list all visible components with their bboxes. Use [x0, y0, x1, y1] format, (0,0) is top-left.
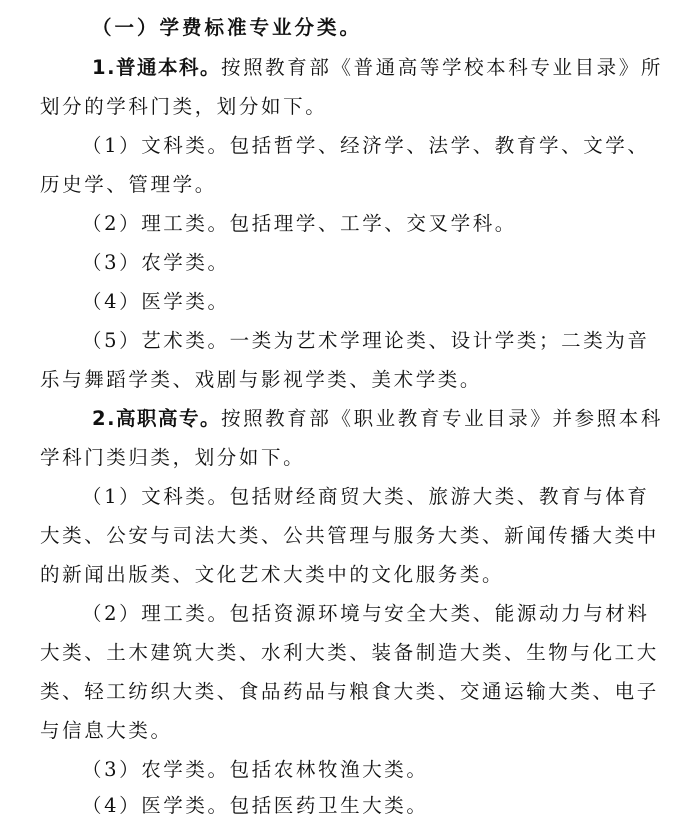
vocational-item-2-line-2: 大类、土木建筑大类、水利大类、装备制造大类、生物与化工大 — [40, 641, 659, 664]
vocational-item-1-line-1: （1）文科类。包括财经商贸大类、旅游大类、教育与体育 — [82, 485, 650, 508]
undergrad-item-4: （4）医学类。 — [82, 290, 230, 313]
undergrad-item-5-line-2: 乐与舞蹈学类、戏剧与影视学类、美术学类。 — [40, 368, 483, 391]
vocational-item-2-line-1: （2）理工类。包括资源环境与安全大类、能源动力与材料 — [82, 602, 650, 625]
vocational-item-3: （3）农学类。包括农林牧渔大类。 — [82, 758, 429, 781]
vocational-intro-line-2: 学科门类归类，划分如下。 — [40, 446, 306, 469]
undergrad-lead: 1.普通本科。 — [92, 56, 221, 79]
undergrad-item-5-line-1: （5）艺术类。一类为艺术学理论类、设计学类；二类为音 — [82, 329, 650, 352]
undergrad-item-3: （3）农学类。 — [82, 251, 230, 274]
undergrad-item-1-line-2: 历史学、管理学。 — [40, 173, 217, 196]
vocational-item-1-line-3: 的新闻出版类、文化艺术大类中的文化服务类。 — [40, 563, 505, 586]
undergrad-item-2: （2）理工类。包括理学、工学、交叉学科。 — [82, 212, 517, 235]
vocational-item-2-line-4: 与信息大类。 — [40, 719, 173, 742]
vocational-intro-line-1 — [92, 402, 663, 436]
vocational-intro-text: 按照教育部《职业教育专业目录》并参照本科 — [220, 407, 663, 430]
undergrad-intro-line-2: 划分的学科门类，划分如下。 — [40, 95, 328, 118]
undergrad-intro-line-1 — [92, 51, 663, 85]
vocational-lead: 2.高职高专。 — [92, 407, 221, 430]
undergrad-intro-text: 按照教育部《普通高等学校本科专业目录》所 — [220, 56, 663, 79]
vocational-item-2-line-3: 类、轻工纺织大类、食品药品与粮食大类、交通运输大类、电子 — [40, 680, 659, 703]
undergrad-item-1-line-1: （1）文科类。包括哲学、经济学、法学、教育学、文学、 — [82, 134, 650, 157]
vocational-item-1-line-2: 大类、公安与司法大类、公共管理与服务大类、新闻传播大类中 — [40, 524, 659, 547]
vocational-item-4: （4）医学类。包括医药卫生大类。 — [82, 794, 429, 817]
section-heading: （一）学费标准专业分类。 — [92, 16, 363, 39]
